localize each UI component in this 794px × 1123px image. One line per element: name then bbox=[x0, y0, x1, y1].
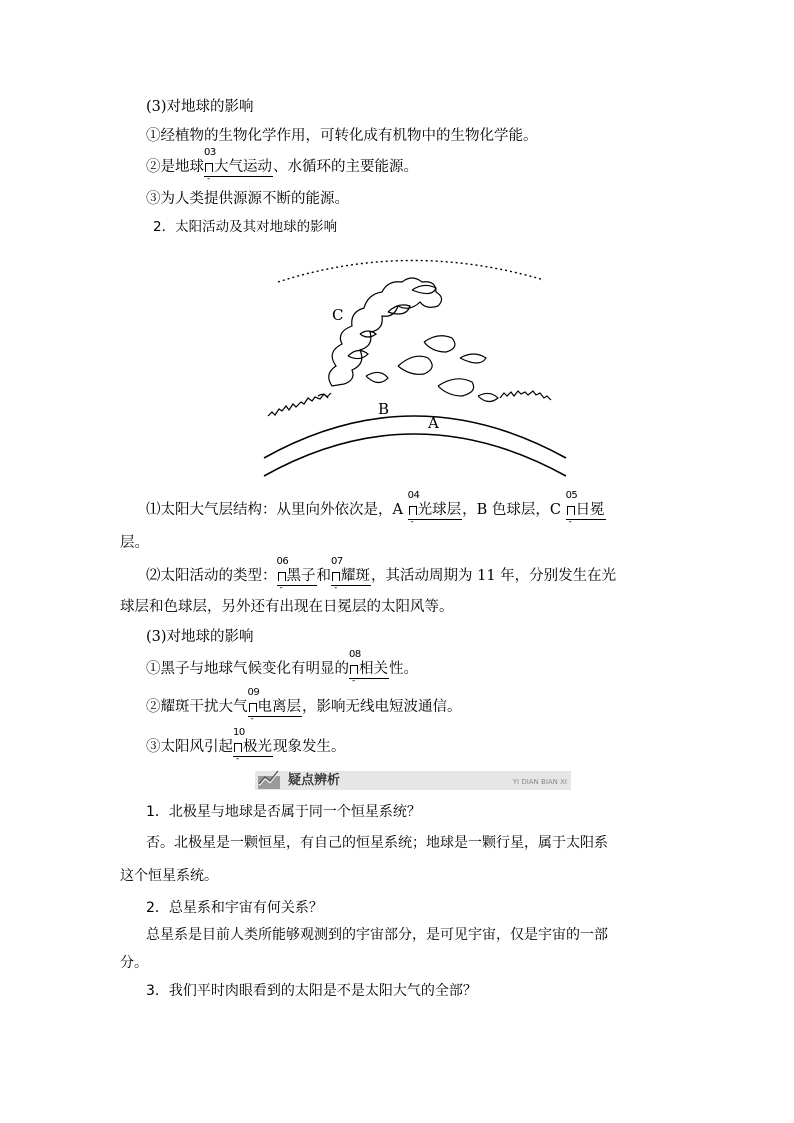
corona-boundary-arc bbox=[278, 260, 544, 282]
label-b: B bbox=[378, 400, 390, 418]
influence-heading: (3)对地球的影响 bbox=[146, 99, 254, 115]
photosphere-arc-inner bbox=[264, 434, 566, 476]
answer-1-line-2: 这个恒星系统。 bbox=[120, 868, 218, 884]
banner-pinyin: YI DIAN BIAN XI bbox=[512, 778, 567, 786]
chart-trend-icon bbox=[257, 768, 281, 790]
blank-06: 06 - 黑子 bbox=[276, 556, 316, 593]
influence-heading-2: (3)对地球的影响 bbox=[146, 629, 254, 645]
structure-line-1: ⑴太阳大气层结构：从里向外依次是，A 04 - 光球层，B 色球层，C 05 - 日冕 bbox=[146, 490, 605, 527]
section-heading: 2．太阳活动及其对地球的影响 bbox=[153, 219, 338, 235]
prominence-main bbox=[329, 278, 442, 386]
blank-08: 08 - 相关 bbox=[349, 649, 388, 686]
energy-item-2: ②是地球 03 - 大气运动、水循环的主要能源。 bbox=[146, 147, 418, 184]
types-line-1: ⑵太阳活动的类型： 06 - 黑子和 07 - 耀斑，其活动周期为 11 年，分别发生在光 bbox=[146, 556, 617, 593]
answer-2-line-1: 总星系是目前人类所能够观测到的宇宙部分，是可见宇宙，仅是宇宙的一部 bbox=[146, 927, 608, 943]
blank-10: 10 - 极光 bbox=[233, 727, 272, 764]
chromosphere-edge bbox=[268, 391, 551, 416]
influence-item-3: ③太阳风引起 10 - 极光现象发生。 bbox=[146, 727, 346, 764]
sun-atmosphere-diagram bbox=[248, 246, 580, 486]
prominence-loops bbox=[348, 285, 498, 401]
types-line-2: 球层和色球层，另外还有出现在日冕层的太阳风等。 bbox=[120, 599, 454, 615]
question-3: 3．我们平时肉眼看到的太阳是不是太阳大气的全部？ bbox=[146, 983, 477, 999]
energy-item-1: ①经植物的生物化学作用，可转化成有机物中的生物化学能。 bbox=[146, 128, 538, 144]
question-1: 1．北极星与地球是否属于同一个恒星系统？ bbox=[146, 804, 421, 820]
blank-05: 05 - 日冕 bbox=[565, 490, 605, 527]
structure-line-2: 层。 bbox=[120, 535, 149, 551]
blank-09: 09 - 电离层 bbox=[247, 687, 301, 724]
influence-item-2: ②耀斑干扰大气 09 - 电离层，影响无线电短波通信。 bbox=[146, 687, 462, 724]
energy-item-3: ③为人类提供源源不断的能源。 bbox=[146, 191, 349, 207]
photosphere-arc-outer bbox=[264, 416, 566, 458]
blank-04: 04 - 光球层 bbox=[407, 490, 462, 527]
answer-2-line-2: 分。 bbox=[120, 955, 148, 971]
doubt-analysis-banner bbox=[255, 768, 571, 792]
answer-1-line-1: 否。北极星是一颗恒星，有自己的恒星系统；地球是一颗行星，属于太阳系 bbox=[146, 835, 608, 851]
banner-title: 疑点辨析 bbox=[288, 773, 341, 788]
blank-03: 03 - 大气运动 bbox=[204, 147, 272, 184]
label-a: A bbox=[428, 414, 439, 432]
question-2: 2．总星系和宇宙有何关系？ bbox=[146, 900, 323, 916]
influence-item-1: ①黑子与地球气候变化有明显的 08 - 相关性。 bbox=[146, 649, 418, 686]
blank-07: 07 - 耀斑 bbox=[331, 556, 370, 593]
label-c: C bbox=[332, 306, 344, 324]
